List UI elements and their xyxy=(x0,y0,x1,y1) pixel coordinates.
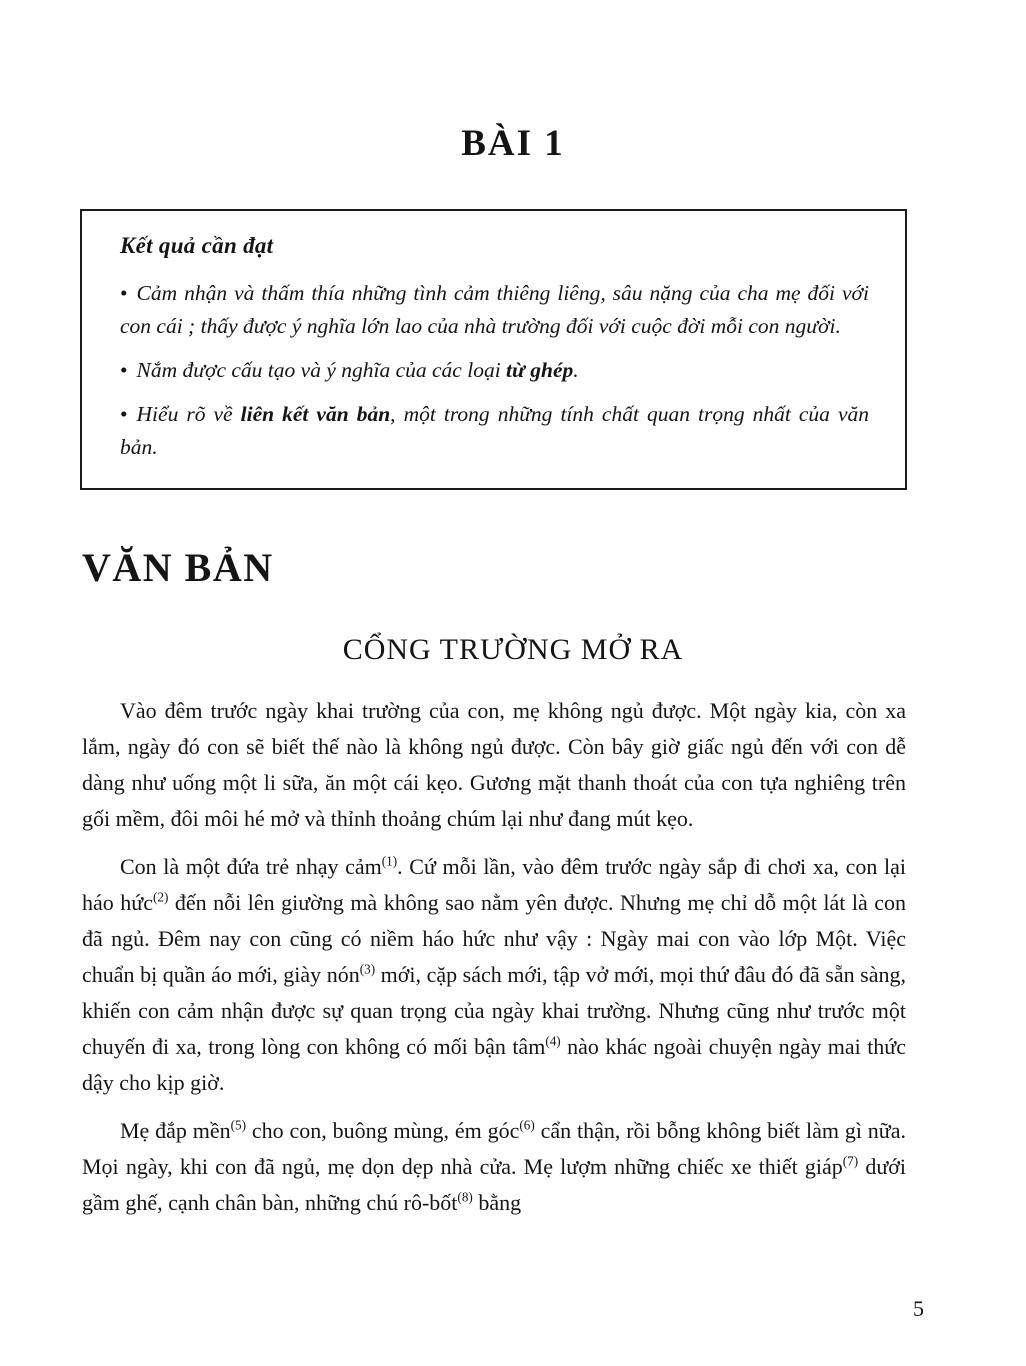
objective-text: Cảm nhận và thấm thía những tình cảm thiêng liêng, sâu nặng của cha mẹ đối với con cái ; thấy được ý nghĩa lớn lao của nhà trường đối với cuộc đời mỗi con người. xyxy=(120,281,869,338)
objective-item xyxy=(120,354,869,387)
objectives-heading: Kết quả cần đạt xyxy=(120,233,274,258)
bullet-icon: • xyxy=(120,281,128,305)
footnote-marker: (2) xyxy=(152,889,169,905)
footnote-marker: (4) xyxy=(545,1033,561,1049)
objective-item xyxy=(120,398,869,464)
footnote-marker: (1) xyxy=(381,853,398,869)
paragraph-1: Vào đêm trước ngày khai trường của con, mẹ không ngủ được. Một ngày kia, còn xa lắm, ngày đó con sẽ biết thế nào là không ngủ được. Còn bây giờ giấc ngủ đến với con dễ dàng như uống một li sữa, ăn một cái kẹo. Gương mặt thanh thoát của con tựa nghiêng trên gối mềm, đôi môi hé mở và thỉnh thoảng chúm lại như đang mút kẹo. xyxy=(82,698,906,831)
objective-item xyxy=(120,277,869,343)
footnote-marker: (6) xyxy=(519,1117,535,1133)
bullet-icon: • xyxy=(120,358,128,382)
footnote-marker: (8) xyxy=(457,1189,473,1205)
bullet-icon: • xyxy=(120,402,128,426)
objectives-box xyxy=(80,209,907,490)
footnote-marker: (7) xyxy=(842,1153,859,1169)
section-heading: VĂN BẢN xyxy=(82,545,274,590)
page-title: BÀI 1 xyxy=(461,123,565,164)
document-title: CỔNG TRƯỜNG MỞ RA xyxy=(342,633,684,666)
page-number: 5 xyxy=(913,1296,924,1321)
footnote-marker: (3) xyxy=(359,961,376,977)
paragraph-3: Mẹ đắp mền$^{(5)}$ cho con, buông mùng, ém góc$^{(6)}$ cẩn thận, rồi bỗng không biết làm gì nữa. Mọi ngày, khi con đã ngủ, mẹ dọn dẹp nhà cửa. Mẹ lượm những chiếc xe thiết giáp$^{(7)}$ dưới gầm ghế, cạnh chân bàn, những chú rô-bốt$^{(8)}$ bằng xyxy=(82,1117,906,1215)
objective-text: Nắm được cấu tạo và ý nghĩa của các loại từ ghép. xyxy=(136,358,579,382)
paragraph-2: Con là một đứa trẻ nhạy cảm$^{(1)}$. Cứ mỗi lần, vào đêm trước ngày sắp đi chơi xa, con lại háo hức$^{(2)}$ đến nỗi lên giường mà không sao nằm yên được. Nhưng mẹ chỉ dỗ một lát là con đã ngủ. Đêm nay con cũng có niềm háo hức như vậy : Ngày mai con vào lớp Một. Việc chuẩn bị quần áo mới, giày nón$^{(3)}$ mới, cặp sách mới, tập vở mới, mọi thứ đâu đó đã sẵn sàng, khiến con cảm nhận được sự quan trọng của ngày khai trường. Nhưng cũng như trước một chuyến đi xa, trong lòng con không có mối bận tâm$^{(4)}$ nào khác ngoài chuyện ngày mai thức dậy cho kịp giờ. xyxy=(82,853,907,1095)
footnote-marker: (5) xyxy=(230,1117,247,1133)
objective-text: Hiểu rõ về liên kết văn bản, một trong những tính chất quan trọng nhất của văn bản. xyxy=(120,402,870,459)
